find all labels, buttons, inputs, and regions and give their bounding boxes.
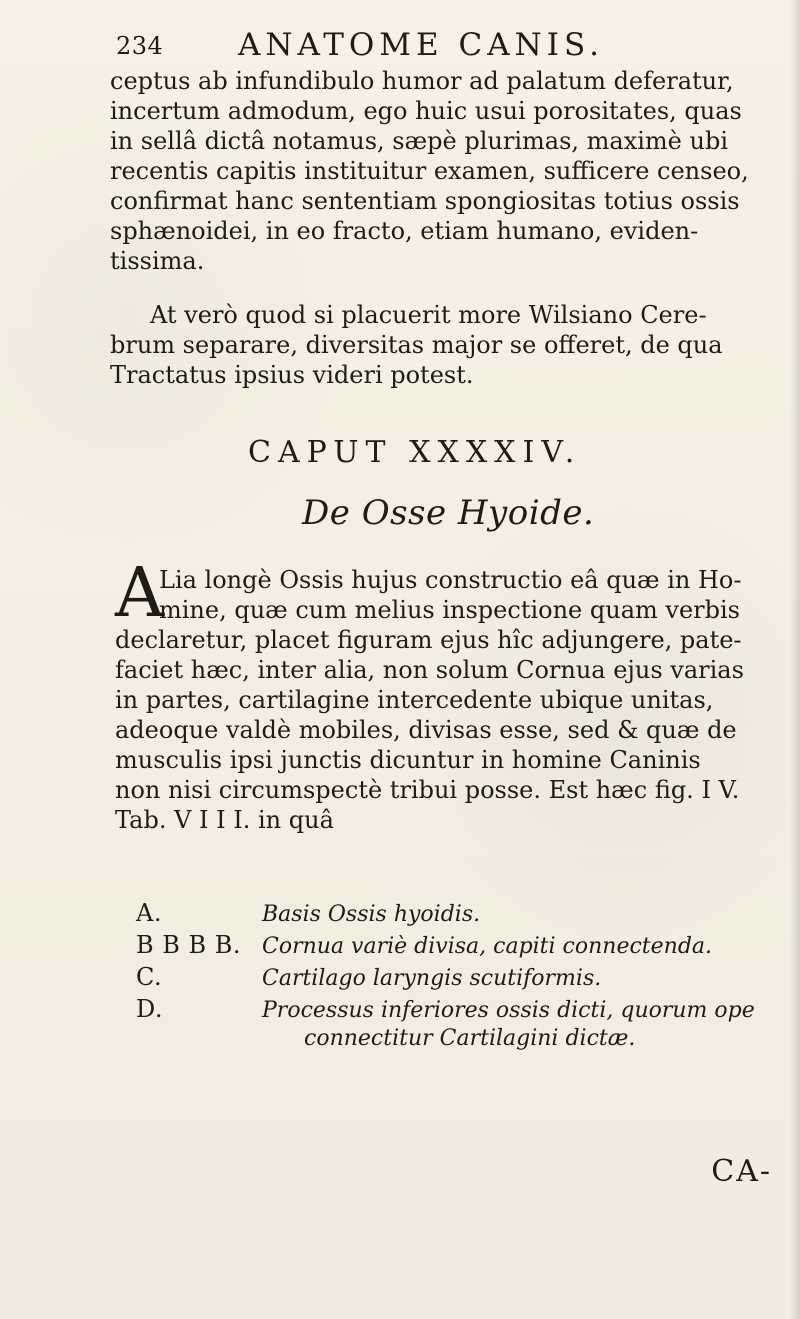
paragraph-1-line: incertum admodum, ego huic usui porositates, quas — [110, 97, 742, 125]
main-line: Tab. V I I I. in quâ — [115, 806, 334, 834]
chapter-subtitle: De Osse Hyoide. — [302, 493, 595, 533]
paragraph-1-line: confirmat hanc sententiam spongiositas totius ossis — [110, 187, 740, 215]
legend-description: Cornua variè divisa, capiti connectenda. — [262, 934, 713, 959]
legend-key: B B B B. — [136, 931, 242, 959]
legend-key: A. — [136, 899, 162, 927]
legend-row — [136, 994, 766, 1026]
main-line: faciet hæc, inter alia, non solum Cornua ejus varias — [115, 656, 744, 684]
legend-description: Processus inferiores ossis dicti, quorum ope — [262, 998, 755, 1023]
chapter-heading: CAPUT XXXXIV. — [248, 435, 582, 470]
paragraph-1-line: sphænoidei, in eo fracto, etiam humano, eviden- — [110, 217, 699, 245]
legend-key: D. — [136, 995, 164, 1023]
main-line: in partes, cartilagine intercedente ubique unitas, — [115, 686, 714, 714]
figure-legend — [136, 898, 766, 1054]
main-line: mine, quæ cum melius inspectione quam verbis — [159, 596, 740, 624]
legend-continuation: connectitur Cartilagini dictæ. — [304, 1026, 636, 1051]
main-line: declaretur, placet figuram ejus hîc adjungere, pate- — [115, 626, 742, 654]
paragraph-1-line: tissima. — [110, 247, 205, 275]
legend-row — [136, 898, 766, 930]
paragraph-1-line: in sellâ dictâ notamus, sæpè plurimas, maximè ubi — [110, 127, 728, 155]
page-number: 234 — [116, 32, 164, 60]
legend-row — [136, 930, 766, 962]
legend-description: Cartilago laryngis scutiformis. — [262, 966, 602, 991]
main-rest-lines — [115, 625, 800, 835]
paragraph-2-line: brum separare, diversitas major se offeret, de qua — [110, 331, 723, 359]
legend-key: C. — [136, 963, 163, 991]
page-header — [116, 24, 702, 68]
paragraph-1-line: ceptus ab infundibulo humor ad palatum deferatur, — [110, 67, 734, 95]
catchword: CA- — [711, 1154, 772, 1189]
running-head: ANATOME CANIS. — [238, 27, 604, 63]
main-line: adeoque valdè mobiles, divisas esse, sed & quæ de — [115, 716, 737, 744]
legend-row — [136, 962, 766, 994]
main-first-lines — [159, 565, 800, 625]
legend-description: Basis Ossis hyoidis. — [262, 902, 481, 927]
paragraph-2-line: Tractatus ipsius videri potest. — [110, 361, 474, 389]
main-line: Lia longè Ossis hujus constructio eâ quæ in Ho- — [159, 566, 742, 594]
paragraph-2-line: At verò quod si placuerit more Wilsiano Cere- — [150, 301, 707, 329]
main-line: non nisi circumspectè tribui posse. Est hæc fig. I V. — [115, 776, 740, 804]
paragraph-2 — [110, 300, 790, 390]
drop-cap: A — [115, 554, 165, 633]
paragraph-1-line: recentis capitis instituitur examen, sufficere censeo, — [110, 157, 749, 185]
paragraph-1 — [110, 66, 790, 276]
main-line: musculis ipsi junctis dicuntur in homine Caninis — [115, 746, 701, 774]
